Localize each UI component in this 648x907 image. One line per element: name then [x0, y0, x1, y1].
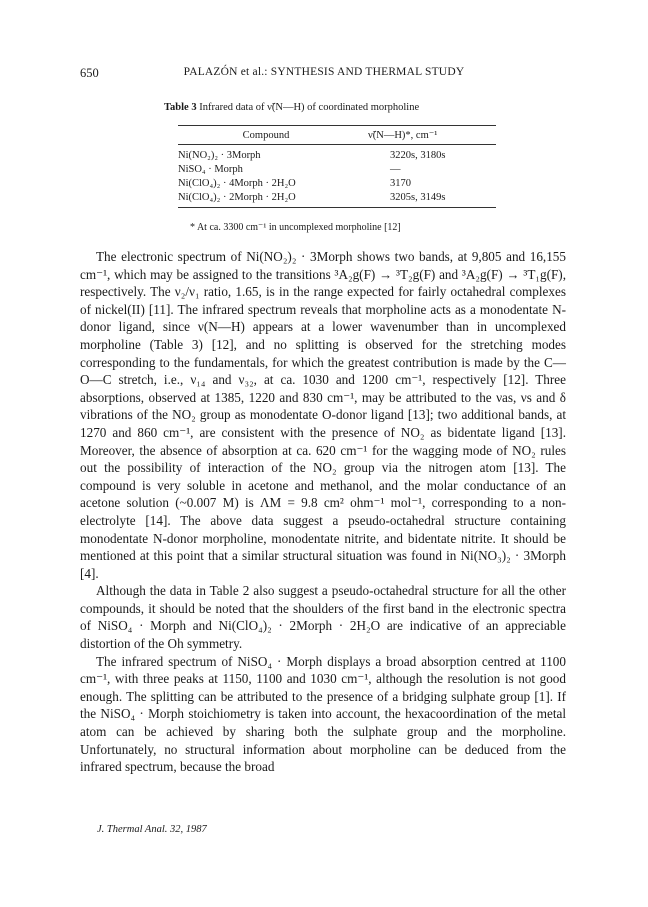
table-cell-compound: Ni(ClO₄)₂ · 2Morph · 2H₂O — [178, 191, 354, 208]
table-cell-compound: NiSO₄ · Morph — [178, 164, 243, 175]
table-row — [178, 145, 496, 164]
table-cell-compound: Ni(ClO₄)₂ · 4Morph · 2H₂O — [178, 178, 296, 189]
table-cell-wavenumber: 3220s, 3180s — [390, 150, 446, 161]
body-text — [80, 248, 566, 776]
table-footnote: * At ca. 3300 cm⁻¹ in uncomplexed morpholine [12] — [190, 222, 401, 233]
table-caption-text: Infrared data of ν̃(N—H) of coordinated morpholine — [196, 102, 420, 113]
running-head: PALAZÓN et al.: SYNTHESIS AND THERMAL STUDY — [183, 66, 465, 78]
paragraph: Although the data in Table 2 also suggest a pseudo-octahedral structure for all the other compounds, it should be noted that the shoulders of the first band in the electronic spectra of NiSO₄ · Morph and Ni(ClO₄)₂ · 2Morph · 2H₂O are indicative of an appreciable distortion of the Oh symmetry. — [80, 583, 566, 652]
table-caption — [164, 102, 419, 113]
page-number: 650 — [80, 66, 99, 80]
table-row — [178, 163, 496, 177]
table-cell-compound: Ni(NO₂)₂ · 3Morph — [178, 150, 261, 161]
table-cell-wavenumber: — — [390, 164, 401, 175]
table-header-row — [178, 126, 496, 145]
paragraph: The electronic spectrum of Ni(NO₂)₂ · 3Morph shows two bands, at 9,805 and 16,155 cm⁻¹, which may be assigned to the transitions ³A₂g(F) → ³T₂g(F) and ³A₂g(F) → ³T₁g(F), respectively. The ν₂/ν₁ ratio, 1.65, is in the range expected for fairly octahedral complexes of nickel(II) [11]. The infrared spectrum reveals that morpholine acts as a monodentate N-donor ligand, since ν(N—H) appears at a lower wavenumber than in uncomplexed morpholine (Table 3) [12], and no splitting is observed for the stretching modes corresponding to the fundamentals, for which the greatest contribution is made by the C—O—C stretch, i.e., ν₁₄ and ν₃₂, at ca. 1030 and 1200 cm⁻¹, respectively [12]. Three absorptions, observed at 1385, 1220 and 830 cm⁻¹, may be attributed to the νas, νs and δ vibrations of the NO₂ group as monodentate O-donor ligand [13]; two additional bands, at 1270 and 860 cm⁻¹, are consistent with the presence of NO₂ as bidentate ligand [13]. Moreover, the absence of absorption at ca. 620 cm⁻¹ for the wagging mode of NO₂ rules out the possibility of interaction of the NO₂ group via the nitrogen atom [13]. The compound is very soluble in acetone and methanol, and the molar conductance of an acetone solution (~0.007 M) is ΛM = 9.8 cm² ohm⁻¹ mol⁻¹, corresponding to a non-electrolyte [14]. The above data suggest a pseudo-octahedral structure containing monodentate N-donor morpholine, monodentate nitrite, and bidentate nitrite. It should be mentioned at this point that a similar structural situation was found in Ni(NO₃)₂ · 3Morph [4]. — [80, 249, 566, 581]
column-header-compound: Compound — [178, 126, 354, 145]
journal-footer: J. Thermal Anal. 32, 1987 — [97, 824, 207, 835]
table-caption-label: Table 3 — [164, 102, 197, 113]
table-cell-wavenumber: 3170 — [390, 178, 411, 189]
infrared-data-table — [178, 125, 496, 208]
column-header-wavenumber: ν̃(N—H)*, cm⁻¹ — [354, 126, 496, 145]
table-cell-wavenumber: 3205s, 3149s — [354, 191, 496, 208]
table-row — [178, 177, 496, 191]
paragraph: The infrared spectrum of NiSO₄ · Morph displays a broad absorption centred at 1100 cm⁻¹, with three peaks at 1150, 1100 and 1030 cm⁻¹, although the resolution is not good enough. The splitting can be attributed to the presence of a bridging sulphate group [1]. If the NiSO₄ · Morph stoichiometry is taken into account, the hexacoordination of the metal atom can be achieved by sharing both the sulphate group and the morpholine. Unfortunately, no structural information about morpholine can be deduced from the infrared spectrum, because the broad — [80, 653, 566, 775]
table-row — [178, 191, 496, 208]
